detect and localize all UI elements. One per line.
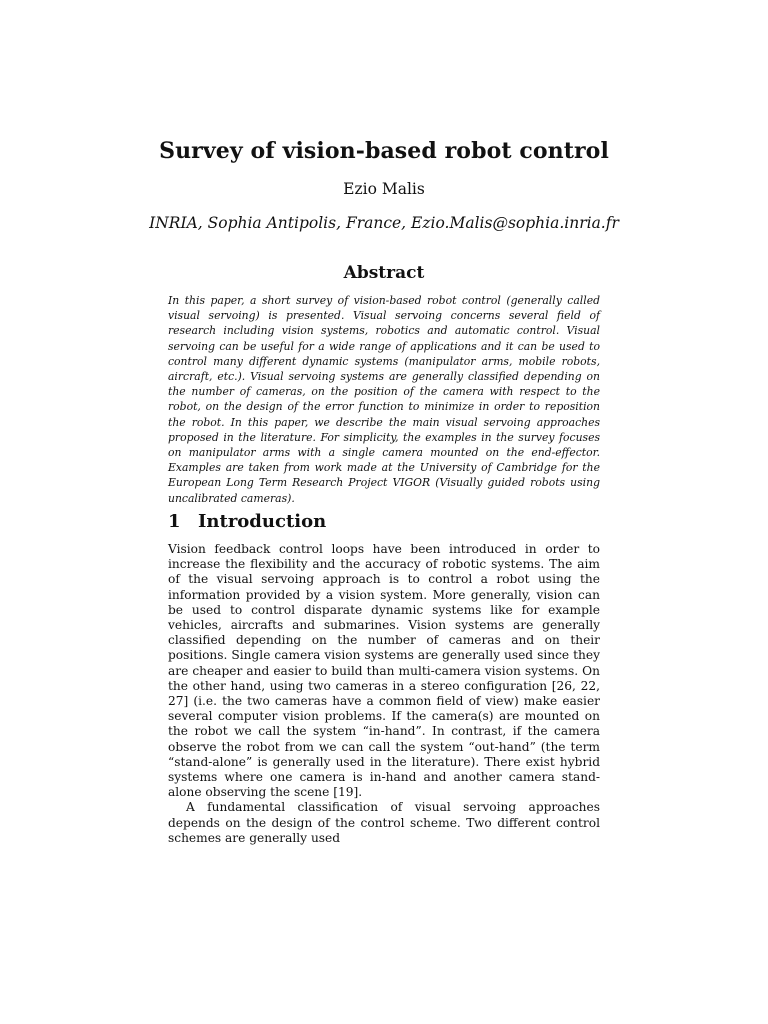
section-body [168,542,600,846]
paper-affiliation: INRIA, Sophia Antipolis, France, Ezio.Malis@sophia.inria.fr [149,214,619,232]
body-paragraph: A fundamental classification of visual servoing approaches depends on the design of the control scheme. Two different control schemes are generally used [168,800,600,845]
body-paragraph: Vision feedback control loops have been introduced in order to increase the flexibility and the accuracy of robotic systems. The aim of the visual servoing approach is to control a robot using the information provided by a vision system. More generally, vision can be used to control disparate dynamic systems like for example vehicles, aircrafts and submarines. Vision systems are generally classified depending on the number of cameras and on their positions. Single camera vision systems are generally used since they are cheaper and easier to build than multi-camera vision systems. On the other hand, using two cameras in a stereo configuration [26, 22, 27] (i.e. the two cameras have a common field of view) make easier several computer vision problems. If the camera(s) are mounted on the robot we call the system “in-hand”. In contrast, if the camera observe the robot from we can call the system “out-hand” (the term “stand-alone” is generally used in the literature). There exist hybrid systems where one camera is in-hand and another camera stand-alone observing the scene [19]. [168,542,600,800]
paper-title: Survey of vision-based robot control [159,138,609,164]
abstract-heading: Abstract [343,263,425,283]
paper-author: Ezio Malis [343,180,425,198]
abstract-text: In this paper, a short survey of vision-based robot control (generally called visual servoing) is presented. Visual servoing concerns several field of research including vision systems, robotics and automatic control. Visual servoing can be useful for a wide range of applications and it can be used to control many different dynamic systems (manipulator arms, mobile robots, aircraft, etc.). Visual servoing systems are generally classified depending on the number of cameras, on the position of the camera with respect to the robot, on the design of the error function to minimize in order to reposition the robot. In this paper, we describe the main visual servoing approaches proposed in the literature. For simplicity, the examples in the survey focuses on manipulator arms with a single camera mounted on the end-effector. Examples are taken from work made at the University of Cambridge for the European Long Term Research Project VIGOR (Visually guided robots using uncalibrated cameras). [168,294,600,505]
section-heading [168,511,326,532]
section-number: 1 [168,511,181,532]
section-title: Introduction [198,511,327,532]
